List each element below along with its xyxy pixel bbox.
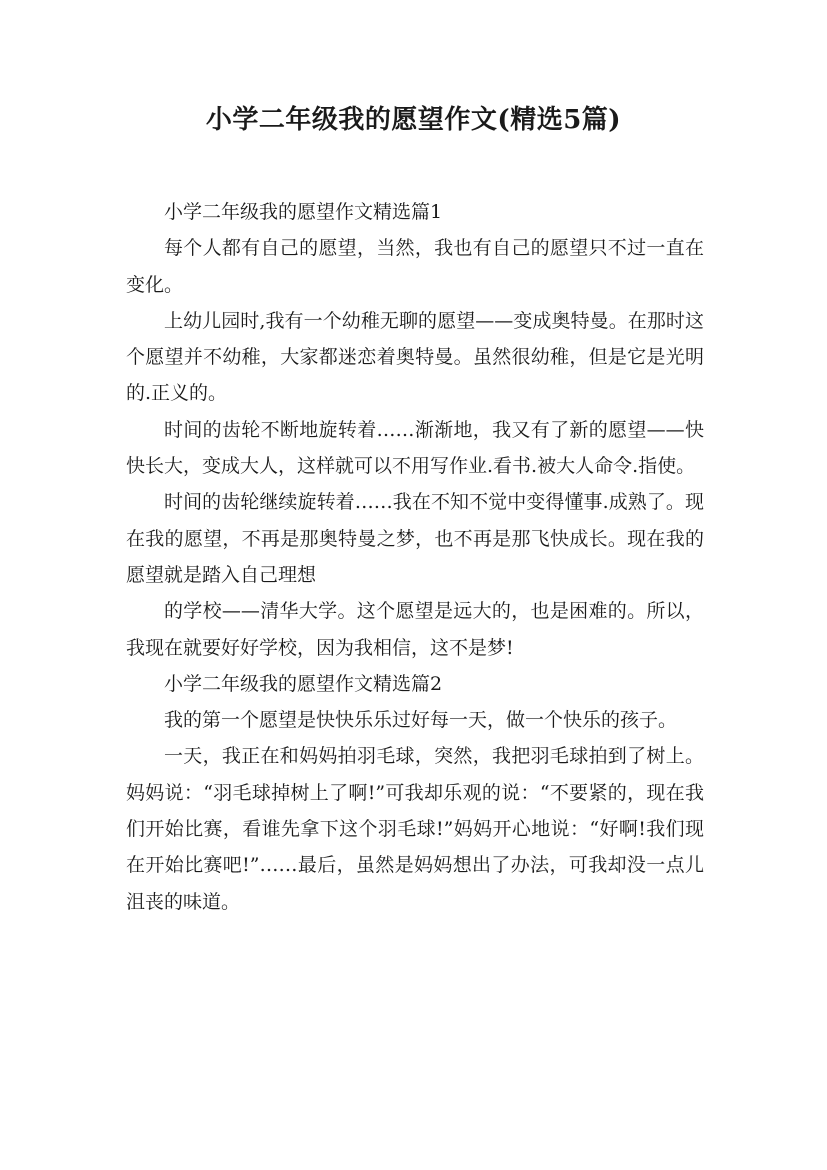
- paragraph: 每个人都有自己的愿望，当然，我也有自己的愿望只不过一直在变化。: [126, 237, 704, 296]
- paragraph: 时间的齿轮不断地旋转着……渐渐地，我又有了新的愿望——快快长大，变成大人，这样就可以不用写作业.看书.被大人命令.指使。: [126, 418, 704, 478]
- paragraph: 上幼儿园时,我有一个幼稚无聊的愿望——变成奥特曼。在那时这个愿望并不幼稚，大家都迷恋着奥特曼。虽然很幼稚，但是它是光明的.正义的。: [126, 309, 704, 405]
- section-heading-1: 小学二年级我的愿望作文精选篇1: [164, 201, 443, 223]
- section-heading-2: 小学二年级我的愿望作文精选篇2: [164, 672, 443, 695]
- paragraph: 一天，我正在和妈妈拍羽毛球，突然，我把羽毛球拍到了树上。妈妈说：“羽毛球掉树上了啊!”可我却乐观的说：“不要紧的，现在我们开始比赛，看谁先拿下这个羽毛球!”妈妈开心地说：“好啊!我们现在开始比赛吧!”……最后，虽然是妈妈想出了办法，可我却没一点儿沮丧的味道。: [126, 745, 704, 913]
- paragraph: 时间的齿轮继续旋转着……我在不知不觉中变得懂事.成熟了。现在我的愿望，不再是那奥特曼之梦，也不再是那飞快成长。现在我的愿望就是踏入自己理想: [126, 491, 704, 586]
- document-title: 小学二年级我的愿望作文(精选5篇): [205, 105, 622, 135]
- document-body: [126, 194, 704, 920]
- paragraph: 的学校——清华大学。这个愿望是远大的，也是困难的。所以，我现在就要好好学校，因为我相信，这不是梦!: [126, 600, 704, 659]
- paragraph: 我的第一个愿望是快快乐乐过好每一天，做一个快乐的孩子。: [164, 709, 678, 732]
